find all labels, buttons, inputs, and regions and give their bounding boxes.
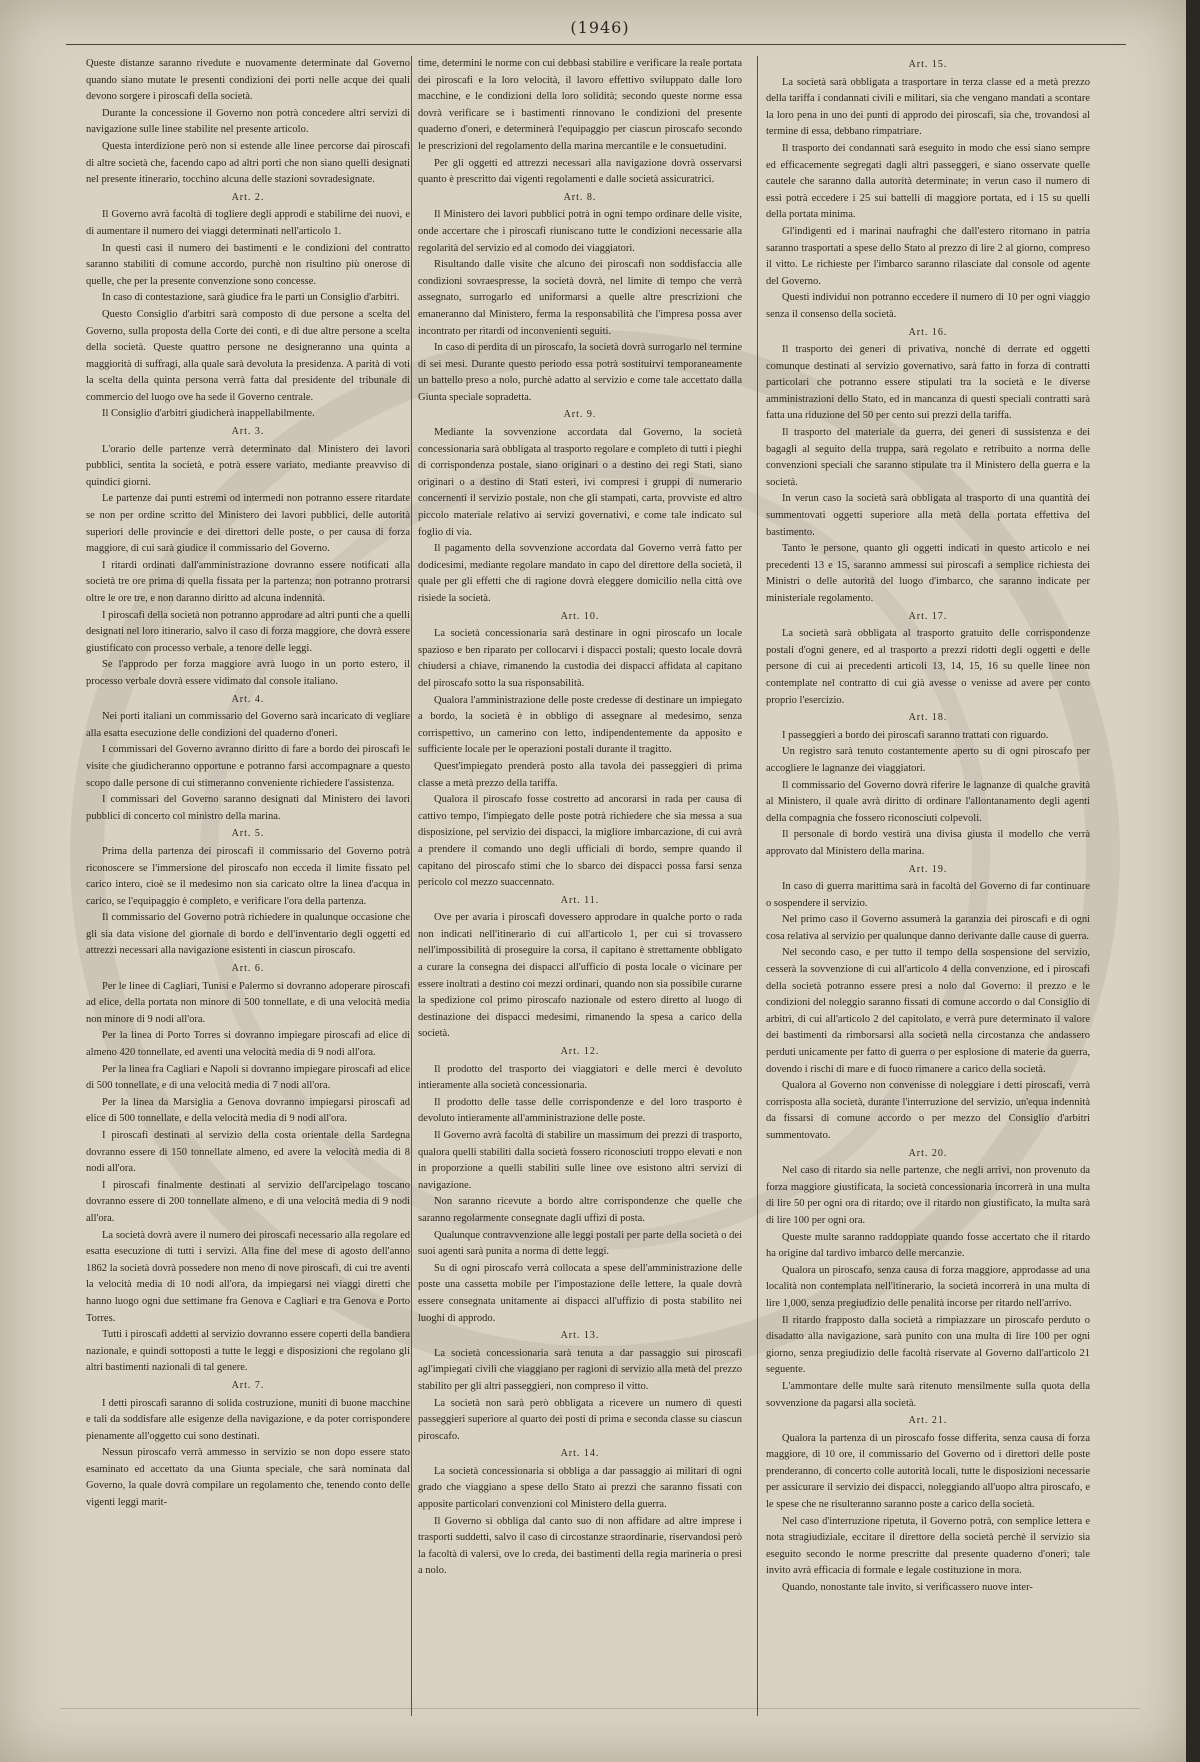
paragraph: Per la linea da Marsiglia a Genova dovranno impiegarsi piroscafi ad elice di 500 tonnellate, e della velocità media di 9 nodi all'ora. — [86, 1096, 410, 1125]
paragraph: Qualora un piroscafo, senza causa di forza maggiore, approdasse ad una località non contemplata nell'itinerario, la società incorrerà in una multa di lire 1,000, senza pregiudizio delle penalità incorse per ritardo nell'arrivo. — [766, 1264, 1090, 1309]
article-heading: Art. 5. — [231, 828, 265, 840]
article-heading: Art. 15. — [908, 59, 948, 70]
article-heading: Art. 16. — [908, 326, 948, 338]
paragraph: time, determini le norme con cui debbasi stabilire e verificare la reale portata dei piroscafi e la loro velocità, il lavoro effettivo sviluppato dalle loro macchine, e le condizioni della loro solidità; secondo queste norme essa dovrà verificare se i bastimenti rinnovano le condizioni del presente quaderno d'oneri, e determinerà l'equipaggio per ciascun piroscafo secondo le prescrizioni del regolamento della marina mercantile e le consuetudini. — [418, 58, 742, 152]
paragraph: Nei porti italiani un commissario del Governo sarà incaricato di vegliare alla esatta esecuzione delle condizioni del quaderno d'oneri. — [86, 711, 410, 739]
paragraph: Non saranno ricevute a bordo altre corrispondenze che quelle che saranno regolarmente consegnate dagli uffizi di posta. — [418, 1196, 742, 1224]
paragraph: Queste distanze saranno rivedute e nuovamente determinate dal Governo quando siano mutate le presenti condizioni dei porti nelle acque dei quali devono sorgere i piroscafi della società. — [86, 58, 410, 103]
paragraph: Il commissario del Governo dovrà riferire le lagnanze di qualche gravità al Ministero, il quale avrà diritto di ordinare l'allontanamento degli agenti della compagnia che fossero riconosciuti colpevoli. — [766, 779, 1090, 824]
paragraph: In caso di guerra marittima sarà in facoltà del Governo di far continuare o sospendere il servizio. — [766, 881, 1090, 909]
text-column-1 — [86, 56, 410, 1512]
paragraph: Questa interdizione però non si estende alle linee percorse dai piroscafi di altre società che, facendo capo ad altri porti che non siano quelli designati nel presente itinerario, tocchino alcuna delle stazioni sovradesignate. — [86, 140, 410, 186]
article-heading: Art. 17. — [908, 610, 948, 622]
paragraph: Questi individui non potranno eccedere il numero di 10 per ogni viaggio senza il consenso della società. — [766, 292, 1090, 320]
scan-edge — [1186, 0, 1200, 1762]
paragraph: L'ammontare delle multe sarà ritenuto mensilmente sulla quota della sovvenzione da pagarsi alla società. — [766, 1380, 1090, 1409]
paragraph: I passeggieri a bordo dei piroscafi saranno trattati con riguardo. — [782, 729, 1049, 741]
paragraph: Mediante la sovvenzione accordata dal Governo, la società concessionaria sarà obbligata al trasporto regolare e completo di tutti i pieghi di corrispondenza postale, siano originari o a destino dei regi Stati, siano originari o a destino di Stati esteri, ivi compresi i gruppi di numerario concernenti il servizio postale, non che gli stampati, carta, provviste ed altro piccolo materiale relativo ai servizi governativi, e come tale indicato sul foglio di via. — [418, 427, 742, 538]
paragraph: L'orario delle partenze verrà determinato dal Ministero dei lavori pubblici, sentita la società, e potrà essere variato, mediante preavviso di quindici giorni. — [86, 443, 410, 488]
paragraph: I commissari del Governo saranno designati dal Ministero dei lavori pubblici di concerto col ministro della marina. — [86, 794, 410, 822]
paragraph: Queste multe saranno raddoppiate quando fosse accertato che il ritardo ha origine dal tardivo imbarco delle mercanzie. — [766, 1231, 1090, 1260]
paragraph: Nel secondo caso, e per tutto il tempo della sospensione del servizio, cesserà la sovvenzione di cui all'articolo 4 della convenzione, ed i piroscafi della società potranno essere presi a nolo dal Governo: il prezzo e le condizioni del noleggio saranno fissati di comune accordo o dal Consiglio di arbitri, di cui all'articolo 2 del capitolato, e verrà pure determinato il valore dei bastimenti da rimborsarsi alla società nella circostanza che andassero perduti unicamente per fatto di guerra o per esplosione di materie da guerra, dovendo i rischi di mare e di fuoco rimanere a carico della società. — [766, 947, 1090, 1075]
paragraph: In verun caso la società sarà obbligata al trasporto di una quantità dei summentovati oggetti superiore alla metà della portata effettiva del bastimento. — [766, 493, 1090, 538]
paragraph: Il pagamento della sovvenzione accordata dal Governo verrà fatto per dodicesimi, mediante regolare mandato in capo del direttore della società, il quale per gli effetti che di ragione dovrà eleggere domicilio nella città ove risiede la società. — [418, 543, 742, 604]
text-column-3 — [766, 56, 1090, 1597]
paragraph: Il trasporto del materiale da guerra, dei generi di sussistenza e dei bagagli al seguito della truppa, sarà regolato e retribuito a norma delle convenzioni speciali che saranno stipulate tra il Ministero della guerra e la società. — [766, 427, 1090, 488]
paragraph: Le partenze dai punti estremi od intermedi non potranno essere ritardate se non per ordine scritto del Ministero dei lavori pubblici, delle autorità superiori delle provincie e dei direttori delle poste, o per causa di forza maggiore, di cui sarà giudice il commissario del Governo. — [86, 493, 410, 555]
paragraph: Qualunque contravvenzione alle leggi postali per parte della società o dei suoi agenti sarà punita a norma di dette leggi. — [418, 1229, 742, 1258]
paragraph: Il personale di bordo vestirà una divisa giusta il modello che verrà approvato dal Ministero della marina. — [766, 829, 1090, 857]
article-heading: Art. 19. — [908, 863, 948, 875]
article-heading: Art. 21. — [908, 1415, 948, 1427]
article-heading: Art. 2. — [231, 191, 265, 203]
paragraph: Il prodotto del trasporto dei viaggiatori e delle merci è devoluto intieramente alla società concessionaria. — [418, 1063, 742, 1092]
paragraph: Il Consiglio d'arbitri giudicherà inappellabilmente. — [102, 408, 315, 420]
paragraph: Quest'impiegato prenderà posto alla tavola dei passeggieri di prima classe a metà prezzo della tariffa. — [418, 760, 742, 789]
article-heading: Art. 8. — [563, 191, 597, 203]
paragraph: Il trasporto dei condannati sarà eseguito in modo che essi siano sempre ed efficacemente segregati dagli altri passeggeri, e siano osservate quelle cautele che saranno dalla autorità determinate; in verun caso il numero di essi potrà eccedere i 25 sui battelli di maggiore portata, ed i 15 su quelli della portata minima. — [766, 142, 1090, 221]
article-heading: Art. 14. — [560, 1448, 600, 1460]
paragraph: Per le linee di Cagliari, Tunisi e Palermo si dovranno adoperare piroscafi ad elice, della portata non minore di 500 tonnellate, e di una velocità media non minore di 9 nodi all'ora. — [86, 980, 410, 1025]
article-heading: Art. 7. — [231, 1379, 265, 1391]
paper-fold — [60, 1708, 1140, 1709]
article-heading: Art. 20. — [908, 1147, 948, 1159]
article-heading: Art. 11. — [560, 894, 600, 906]
paragraph: La società non sarà però obbligata a ricevere un numero di questi passeggieri superiore al quarto dei posti di prima e seconda classe su ciascun piroscafo. — [418, 1397, 742, 1442]
paragraph: Il Ministero dei lavori pubblici potrà in ogni tempo ordinare delle visite, onde accertare che i piroscafi riuniscano tutte le condizioni necessarie alla regolarità del servizio ed al comodo dei viaggiatori. — [418, 209, 742, 254]
paragraph: Ove per avaria i piroscafi dovessero approdare in qualche porto o rada non indicati nell'itinerario di cui all'articolo 1, per cui si trovassero nell'impossibilità di proseguire la corsa, il capitano è strettamente obbligato a curare la consegna dei dispacci all'ufficio di posta locale o vicinare per essere inoltrati a destino coi mezzi ordinari, quando non sia possibile curarne la spedizione col primo piroscafo nazionale od estero diretto al luogo di destinazione dei dispacci medesimi, rimanendo la spesa a carico della società. — [418, 912, 742, 1040]
paragraph: Su di ogni piroscafo verrà collocata a spese dell'amministrazione delle poste una cassetta mobile per l'impostazione delle lettere, la quale dovrà essere consegnata unitamente ai dispacci all'uffizio di posta stabilito nei luoghi di approdo. — [418, 1262, 742, 1324]
paragraph: I ritardi ordinati dall'amministrazione dovranno essere notificati alla società tre ore prima di quella fissata per la partenza; non potranno protrarsi oltre le ore tre, e non daranno diritto ad alcuna indennità. — [86, 559, 410, 604]
paragraph: In questi casi il numero dei bastimenti e le condizioni del contratto saranno stabiliti di comune accordo, purchè non risultino più onerose di quelle, che per la presente convenzione sono concesse. — [86, 242, 410, 287]
paragraph: Il Governo avrà facoltà di togliere degli approdi e stabilirne dei nuovi, e di aumentare il numero dei viaggi determinati nell'articolo 1. — [86, 209, 410, 237]
paragraph: Per la linea fra Cagliari e Napoli si dovranno impiegare piroscafi ad elice di 500 tonnellate, e di una velocità media di 7 nodi all'ora. — [86, 1063, 410, 1092]
paragraph: Prima della partenza dei piroscafi il commissario del Governo potrà riconoscere se l'immersione del piroscafo non ecceda il limite fissato pel carico intero, cioè se il medesimo non sia caricato oltre la linea d'acqua in carico, se l'equipaggio è completo, e verificare l'ora della partenza. — [86, 845, 410, 907]
column-divider — [411, 56, 412, 1716]
paragraph: Gl'indigenti ed i marinai naufraghi che dall'estero ritornano in patria saranno trasportati a spese dello Stato al prezzo di lire 2 al giorno, compreso il vitto. Le richieste per l'imbarco saranno rilasciate dal console od agente del Governo. — [766, 225, 1090, 287]
paragraph: Nel primo caso il Governo assumerà la garanzia dei piroscafi e di ogni cosa relativa al servizio per qualunque danno derivante dalle cause di guerra. — [766, 914, 1090, 942]
paragraph: La società dovrà avere il numero dei piroscafi necessario alla regolare ed esatta esecuzione di tutti i servizi. Alla fine del mese di agosto dell'anno 1862 la società dovrà possedere non meno di nove piroscafi, di cui tre aventi la velocità media di 10 nodi all'ora, da impiegarsi nei viaggi diretti che hanno luogo ogni due settimane fra Genova e Cagliari e tra Genova e Porto Torres. — [86, 1229, 410, 1324]
article-heading: Art. 9. — [563, 409, 597, 421]
page-number: (1946) — [570, 18, 630, 37]
paragraph: Nel caso d'interruzione ripetuta, il Governo potrà, con semplice lettera e nota stragiudiziale, eccitare il direttore della società perchè il servizio sia eseguito secondo le norme prescritte dal presente quaderno d'oneri; tale invito avrà efficacia di formale e legale costituzione in mora. — [766, 1515, 1090, 1577]
paragraph: Qualora il piroscafo fosse costretto ad ancorarsi in rada per causa di cattivo tempo, l'impiegato delle poste potrà richiedere che sia messa a sua disposizione, pel servizio dei dispacci, la migliore imbarcazione, di cui avrà a prendere il comando uno degli ufficiali di bordo, sempre quando il capitano del piroscafo stimi che lo sbarco dei dispacci possa farsi senza pericolo col mezzo suaccennato. — [418, 794, 742, 889]
paragraph: Per la linea di Porto Torres si dovranno impiegare piroscafi ad elice di almeno 420 tonnellate, ed aventi una velocità media di 9 nodi all'ora. — [86, 1030, 410, 1059]
paragraph: Durante la concessione il Governo non potrà concedere altri servizi di navigazione sulle linee stabilite nel presente articolo. — [86, 107, 410, 136]
column-divider — [757, 56, 758, 1716]
article-heading: Art. 3. — [231, 426, 265, 438]
paragraph: La società concessionaria sarà destinare in ogni piroscafo un locale spazioso e ben riparato per collocarvi i dispacci postali; questo locale dovrà chiudersi a chiave, rimanendo la custodia dei dispacci affidata al capitano del piroscafo sotto la sua risponsabilità. — [418, 628, 742, 689]
article-heading: Art. 13. — [560, 1330, 600, 1342]
paragraph: In caso di contestazione, sarà giudice fra le parti un Consiglio d'arbitri. — [102, 292, 400, 304]
paragraph: Tutti i piroscafi addetti al servizio dovranno essere coperti della bandiera nazionale, e quindi sottoposti a tutte le leggi e disposizioni che regolano gli altri bastimenti nazionali di tal genere. — [86, 1329, 410, 1374]
article-heading: Art. 10. — [560, 610, 600, 622]
paragraph: Il ritardo frapposto dalla società a rimpiazzare un piroscafo perduto o disadatto alla navigazione, sarà punito con una multa di lire 100 per ogni giorno, senza pregiudizio delle facoltà riservate al Governo dall'articolo 21 seguente. — [766, 1314, 1090, 1376]
paragraph: Per gli oggetti ed attrezzi necessari alla navigazione dovrà osservarsi quanto è prescritto dai vigenti regolamenti e dalle società assicuratrici. — [418, 157, 742, 186]
paragraph: Qualora l'amministrazione delle poste credesse di destinare un impiegato a bordo, la società è in obbligo di assegnare al medesimo, senza corrispettivo, un camerino con letto, indipendentemente da apposito e sufficiente locale per le operazioni postali durante il tragitto. — [418, 694, 742, 756]
paragraph: Questo Consiglio d'arbitri sarà composto di due persone a scelta del Governo, sulla proposta della Corte dei conti, e di due altre persone a scelta della società. Queste quattro persone ne designeranno una quinta a maggiorità di suffragi, alla quale sarà devoluta la presidenza. A parità di voti la scelta della quinta persona verrà fatta dal presidente del tribunale di commercio del luogo ove ha sede il Governo centrale. — [86, 308, 410, 403]
paragraph: Il commissario del Governo potrà richiedere in qualunque occasione che gli sia data visione del giornale di bordo e dell'inventario degli oggetti ed attrezzi necessari alla navigazione esistenti in ciascun piroscafo. — [86, 912, 410, 957]
article-heading: Art. 18. — [908, 712, 948, 724]
paragraph: I piroscafi della società non potranno approdare ad altri punti che a quelli designati nel loro itinerario, salvo il caso di forza maggiore, che dovrà essere giustificato con processo verbale, a tenore delle leggi. — [86, 609, 410, 654]
article-heading: Art. 4. — [231, 693, 265, 705]
paragraph: La società sarà obbligata al trasporto gratuito delle corrispondenze postali d'ogni genere, ed al trasporto a prezzi ridotti degli oggetti e delle persone di cui ai precedenti articoli 13, 14, 15, 16 su quelle linee non contemplate nel contratto di cui già avesse o venisse ad avere per conto proprio l'esercizio. — [766, 628, 1090, 706]
header-rule — [66, 44, 1126, 45]
paragraph: Qualora la partenza di un piroscafo fosse differita, senza causa di forza maggiore, di 10 ore, il commissario del Governo od i direttori delle poste prenderanno, di concerto colle autorità locali, tutte le disposizioni necessarie per assicurare il servizio dei dispacci, noleggiando all'uopo altra piroscafo, e le spese che ne risulteranno saranno poste a carico della società. — [766, 1432, 1090, 1511]
article-heading: Art. 6. — [231, 963, 265, 975]
paragraph: Nessun piroscafo verrà ammesso in servizio se non dopo essere stato esaminato ed accettato da una Giunta speciale, che sarà nominata dal Governo, la quale dovrà compilare un regolamento che, tenendo conto delle vigenti leggi marit- — [86, 1447, 410, 1509]
paragraph: La società sarà obbligata a trasportare in terza classe ed a metà prezzo della tariffa i condannati civili e militari, sia che vengano mandati a scontare la loro pena in uno dei punti di approdo dei piroscafi, sia che, trovandosi al termine di essa, debbano rimpatriare. — [766, 76, 1090, 138]
paragraph: La società concessionaria sarà tenuta a dar passaggio sui piroscafi agl'impiegati civili che viaggiano per ragioni di servizio alla metà del prezzo stabilito per gli altri passeggieri, non compreso il vitto. — [418, 1347, 742, 1392]
paragraph: I piroscafi finalmente destinati al servizio dell'arcipelago toscano dovranno essere di 200 tonnellate almeno, e di una velocità media di 9 nodi all'ora. — [86, 1179, 410, 1224]
paragraph: Nel caso di ritardo sia nelle partenze, che negli arrivi, non provenuto da forza maggiore giustificata, la società concessionaria incorrerà in una multa di lire 50 per ogni ora di ritardo; ove il ritardo non giustificato, la multa sarà di lire 100 per ogni ora. — [766, 1165, 1090, 1226]
paragraph: Il Governo avrà facoltà di stabilire un massimum dei prezzi di trasporto, qualora quelli stabiliti dalla società fossero riconosciuti troppo elevati e non in proporzione a quelli stabiliti sulle linee ove esistono altri servizi di navigazione. — [418, 1130, 742, 1191]
paragraph: I commissari del Governo avranno diritto di fare a bordo dei piroscafi le visite che giudicheranno opportune e potranno farsi accompagnare a questo scopo dalle persone di cui stimeranno conveniente richiedere l'assistenza. — [86, 744, 410, 789]
paragraph: Il Governo si obbliga dal canto suo di non affidare ad altre imprese i trasporti suddetti, salvo il caso di circostanze straordinarie, riservandosi però la facoltà di valersi, ove lo creda, dei bastimenti della regia marineria o presi a nolo. — [418, 1515, 742, 1577]
paragraph: Il trasporto dei generi di privativa, nonchè di derrate ed oggetti comunque destinati al servizio governativo, sarà fatto in forza di contratti particolari che potranno essere stipulati tra la società e le diverse amministrazioni dello Stato, ed in mancanza di questi speciali contratti sarà fatta una riduzione del 50 per cento sui prezzi della tariffa. — [766, 344, 1090, 422]
paragraph: Il prodotto delle tasse delle corrispondenze e del loro trasporto è devoluto intieramente all'amministrazione delle poste. — [418, 1096, 742, 1125]
text-column-2 — [418, 56, 742, 1580]
article-heading: Art. 12. — [560, 1046, 600, 1058]
paragraph: Un registro sarà tenuto costantemente aperto su di ogni piroscafo per accogliere le lagnanze dei viaggiatori. — [766, 746, 1090, 774]
paragraph: In caso di perdita di un piroscafo, la società dovrà surrogarlo nel termine di sei mesi. Durante questo periodo essa potrà sostituirvi temporaneamente un battello preso a nolo, purchè adatto al servizio e come tale accettato dalla Giunta speciale sopradetta. — [418, 342, 742, 403]
paragraph: Risultando dalle visite che alcuno dei piroscafi non soddisfaccia alle condizioni sovraespresse, la società dovrà, nel limite di tempo che verrà assegnato, surrogarlo ed uniformarsi a quelle altre prescrizioni che emaneranno dal Ministero, ferma la responsabilità che l'impresa possa aver incontrato per ritardi od inconvenienti seguiti. — [418, 259, 742, 337]
paragraph: Qualora al Governo non convenisse di noleggiare i detti piroscafi, verrà corrisposta alla società, durante l'interruzione del servizio, un'equa indennità da fissarsi di comune accordo o per mezzo del Consiglio d'arbitri summentovato. — [766, 1080, 1090, 1141]
paragraph: Se l'approdo per forza maggiore avrà luogo in un porto estero, il processo verbale dovrà essere vidimato dal console italiano. — [86, 659, 410, 687]
paragraph: I piroscafi destinati al servizio della costa orientale della Sardegna dovranno essere di 150 tonnellate almeno, ed avere la velocità media di 8 nodi all'ora. — [86, 1130, 410, 1175]
paragraph: La società concessionaria si obbliga a dar passaggio ai militari di ogni grado che viaggiano a spese dello Stato ai prezzi che saranno fissati con apposite particolari convenzioni col Ministero della guerra. — [418, 1465, 742, 1511]
paragraph: I detti piroscafi saranno di solida costruzione, muniti di buone macchine e tali da soddisfare alle esigenze della navigazione, e da poter corrispondere pienamente all'oggetto cui sono destinati. — [86, 1397, 410, 1442]
paragraph: Quando, nonostante tale invito, si verificassero nuove inter- — [782, 1582, 1033, 1594]
paragraph: Tanto le persone, quanto gli oggetti indicati in questo articolo e nei precedenti 13 e 15, saranno ammessi sui piroscafi a semplice richiesta dei Ministri o delle autorità del luogo d'imbarco, che saranno indicate per ministeriale regolamento. — [766, 543, 1090, 604]
